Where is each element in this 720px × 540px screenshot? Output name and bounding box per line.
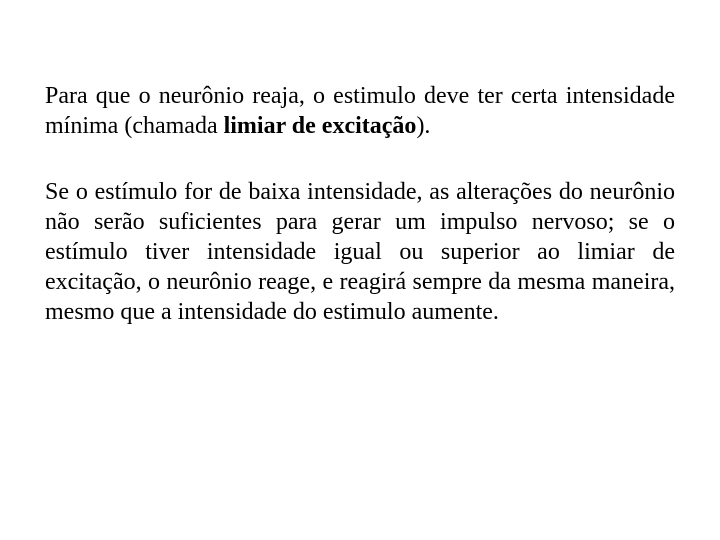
paragraph-1-text-start: Para que o neurônio reaja, o estimulo deve ter certa intensidade mínima (chamada bbox=[45, 83, 675, 139]
paragraph-1-text-end: ). bbox=[416, 113, 431, 139]
bold-term-limiar-de-excitacao: limiar de excitação bbox=[223, 113, 417, 139]
paragraph-all-or-none: Se o estímulo for de baixa intensidade, as alterações do neurônio não serão suficientes para gerar um impulso nervoso; se o estímulo tiver intensidade igual ou superior ao limiar de excitação, o neurônio reage, e reagirá sempre da mesma maneira, mesmo que a intensidade do estimulo aumente. bbox=[45, 179, 675, 325]
text-body bbox=[45, 81, 675, 327]
paragraph-threshold-definition bbox=[45, 81, 675, 141]
